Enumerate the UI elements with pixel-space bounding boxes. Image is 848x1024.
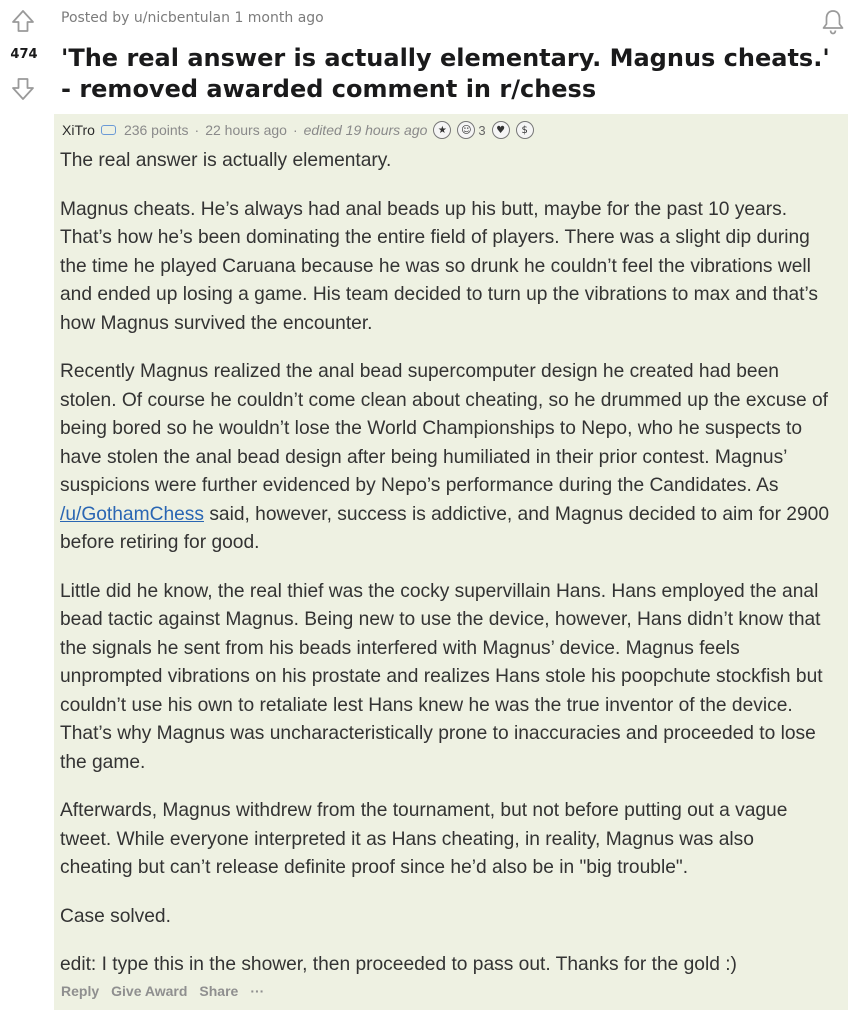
upvote-arrow-icon[interactable]	[10, 8, 36, 34]
post-meta: Posted by u/nicbentulan 1 month ago	[61, 10, 324, 26]
reply-button[interactable]: Reply	[61, 983, 100, 999]
share-button[interactable]: Share	[199, 983, 239, 999]
paragraph-text: Recently Magnus realized the anal bead supercomputer design he created had been stolen. Of course he couldn’t come clean about cheating, so he drummed up the excuse of being bored so he wouldn’t lose the World Championships to Nepo, who he suspects to have stolen the anal bead design after being humiliated in their prior contest. Magnus’ suspicions were further evidenced by Nepo’s performance during the Candidates. As	[60, 361, 828, 496]
comment-paragraph: Magnus cheats. He’s always had anal beads up his butt, maybe for the past 10 years. That’s how he’s been dominating the entire field of players. There was a slight dip during the time he played Caruana because he was so drunk he couldn’t feel the vibrations well and ended up losing a game. His team decided to turn up the vibrations to max and that’s how Magnus survived the encounter.	[60, 198, 819, 334]
downvote-arrow-icon[interactable]	[10, 76, 36, 102]
comment-username[interactable]: XiTro	[62, 122, 95, 138]
comment-paragraph: Afterwards, Magnus withdrew from the tournament, but not before putting out a vague tweet. While everyone interpreted it as Hans cheating, in reality, Magnus was also cheating but can’t release definite proof since he’d also be in "big trouble".	[60, 800, 788, 878]
comment-paragraph	[60, 358, 830, 558]
comment-actions	[61, 983, 264, 999]
gold-award-icon: ★	[433, 121, 451, 139]
wholesome-award-icon: ♥	[492, 121, 510, 139]
comment-paragraph: The real answer is actually elementary.	[60, 150, 392, 171]
bell-icon[interactable]	[820, 8, 846, 36]
comment-paragraph: Little did he know, the real thief was the cocky supervillain Hans. Hans employed the anal bead tactic against Magnus. Being new to use the device, however, Hans didn’t know that the signals he sent from his beads interfered with Magnus’ device. Magnus feels unprompted vibrations on his prostate and realizes Hans stole his poopchute stockfish but couldn’t use his own to retaliate lest Hans knew he was the true inventor of the device. That’s why Magnus was uncharacteristically prone to inaccuracies and proceeded to lose the game.	[60, 580, 823, 773]
give-award-button[interactable]: Give Award	[111, 983, 188, 999]
user-flair-icon	[101, 125, 116, 135]
comment-edited: edited 19 hours ago	[303, 122, 428, 138]
vote-count: 474	[10, 47, 38, 62]
comment-screenshot	[54, 114, 848, 1010]
comment-points: 236 points	[123, 122, 189, 138]
paragraph-text: said, however, success is addictive, and Magnus decided to aim for 2900 before retiring for good.	[60, 503, 829, 553]
comment-paragraph: edit: I type this in the shower, then proceeded to pass out. Thanks for the gold :)	[60, 954, 737, 975]
meta-separator: ·	[194, 122, 200, 138]
meta-separator: ·	[292, 122, 298, 138]
user-link-gothamchess[interactable]: /u/GothamChess	[60, 503, 204, 525]
comment-meta	[62, 121, 534, 139]
comment-time: 22 hours ago	[205, 122, 287, 138]
more-options-button[interactable]: ···	[250, 983, 265, 999]
post-title[interactable]: 'The real answer is actually elementary. Magnus cheats.' - removed awarded comment in r/chess	[61, 44, 830, 103]
award-count: 3	[478, 122, 486, 138]
silver-award-icon: $	[516, 121, 534, 139]
comment-paragraph: Case solved.	[60, 905, 171, 927]
comment-body	[60, 147, 830, 980]
helpful-award-icon: ☺	[457, 121, 475, 139]
